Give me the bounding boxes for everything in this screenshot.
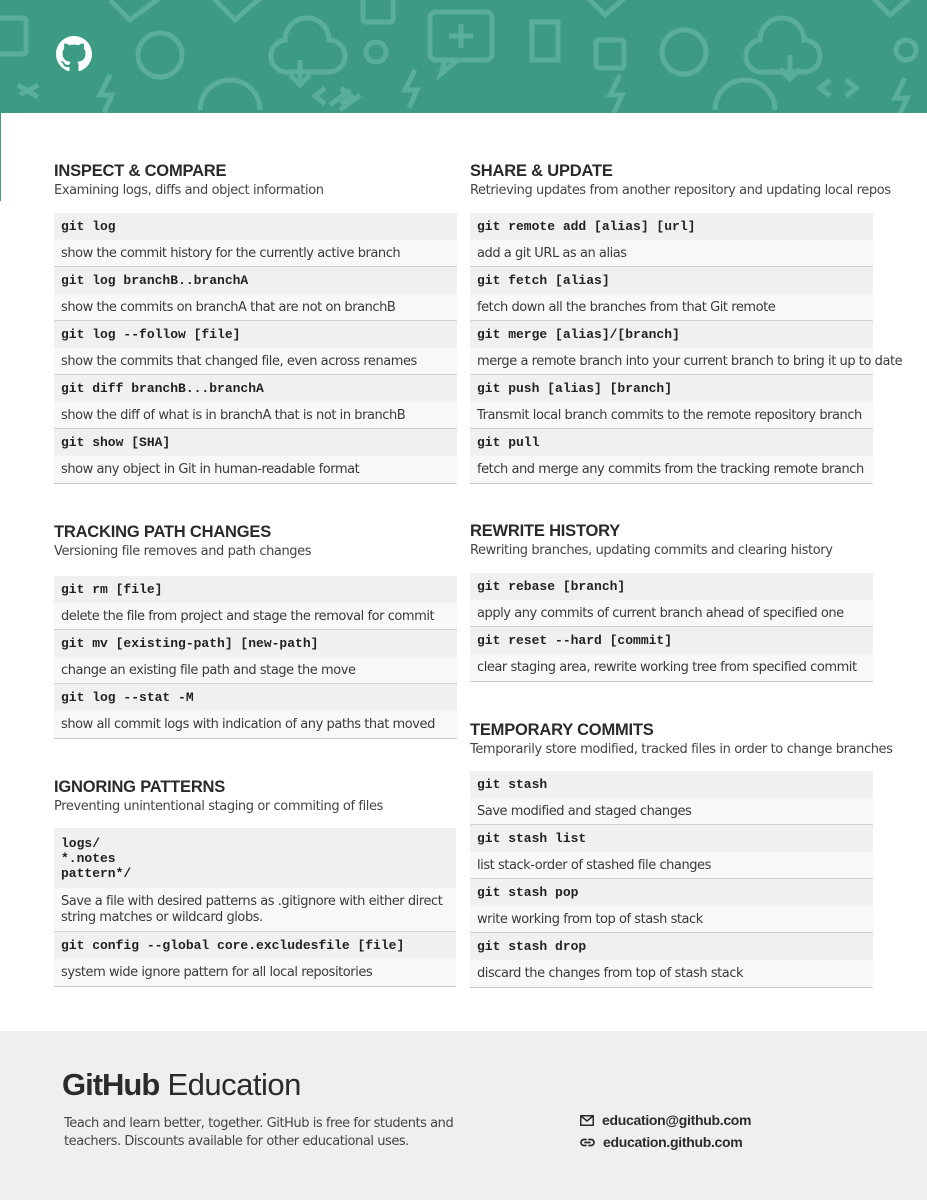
section-share-update (470, 161, 903, 477)
command: git show [SHA] (54, 429, 457, 456)
command-description: system wide ignore pattern for all local repositories (54, 959, 456, 986)
command: git log --stat -M (54, 684, 457, 711)
envelope-icon (580, 1115, 594, 1126)
command-description: list stack-order of stashed file changes (470, 852, 873, 879)
section-subtitle: Examining logs, diffs and object information (54, 183, 324, 198)
command: git log (54, 213, 457, 240)
github-logo-icon (56, 36, 92, 72)
command: git diff branchB...branchA (54, 375, 457, 402)
command-description: fetch down all the branches from that Git remote (470, 294, 873, 321)
header-banner (0, 0, 927, 113)
command-description: show the diff of what is in branchA that is not in branchB (54, 402, 457, 429)
command: git stash pop (470, 879, 873, 906)
section-title: REWRITE HISTORY (470, 522, 621, 540)
command-description: show the commits that changed file, even across renames (54, 348, 457, 375)
command-description: add a git URL as an alias (470, 240, 873, 267)
command-table (470, 573, 873, 682)
tagline: Teach and learn better, together. GitHub is free for students and teachers. Discounts available for other educational uses. (64, 1116, 454, 1149)
command-description: show the commit history for the currently active branch (54, 240, 457, 267)
section-subtitle: Temporarily store modified, tracked files in order to change branches (470, 742, 893, 757)
command: git remote add [alias] [url] (470, 213, 873, 240)
command-table (54, 828, 456, 987)
section-title: TEMPORARY COMMITS (470, 721, 654, 739)
section-rewrite-history (470, 521, 873, 675)
command-description: clear staging area, rewrite working tree from specified commit (470, 654, 873, 681)
contact-email[interactable] (580, 1112, 751, 1128)
section-title: SHARE & UPDATE (470, 162, 613, 180)
section-title: IGNORING PATTERNS (54, 778, 226, 796)
command-description: show any object in Git in human-readable format (54, 456, 457, 483)
command: git fetch [alias] (470, 267, 873, 294)
command: git reset --hard [commit] (470, 627, 873, 654)
command: git rm [file] (54, 576, 457, 603)
footer (0, 1031, 927, 1200)
edge-accent (0, 113, 1, 201)
brand-light: Education (167, 1067, 301, 1102)
section-subtitle: Retrieving updates from another repository and updating local repos (470, 183, 891, 198)
ignore-pattern: pattern*/ (61, 865, 132, 881)
section-temporary-commits (470, 720, 893, 981)
command-description: show the commits on branchA that are not on branchB (54, 294, 457, 321)
section-subtitle: Preventing unintentional staging or commiting of files (54, 799, 383, 814)
command-description: fetch and merge any commits from the tracking remote branch (470, 456, 873, 483)
command: git pull (470, 429, 873, 456)
command-description: Save modified and staged changes (470, 798, 873, 825)
command-description: show all commit logs with indication of any paths that moved (54, 711, 457, 738)
command: git config --global core.excludesfile [file] (54, 932, 456, 959)
section-title: INSPECT & COMPARE (54, 162, 227, 180)
command: git merge [alias]/[branch] (470, 321, 873, 348)
command: git stash list (470, 825, 873, 852)
command-description: apply any commits of current branch ahead of specified one (470, 600, 873, 627)
command-description: Transmit local branch commits to the remote repository branch (470, 402, 873, 429)
section-subtitle: Rewriting branches, updating commits and clearing history (470, 543, 833, 558)
ignore-pattern: *.notes (61, 850, 116, 866)
section-title: TRACKING PATH CHANGES (54, 523, 272, 541)
website-link[interactable]: education.github.com (603, 1134, 743, 1150)
github-education-logo (62, 1067, 301, 1103)
command-description: discard the changes from top of stash stack (470, 960, 873, 987)
command-description: change an existing file path and stage the move (54, 657, 457, 684)
brand-bold: GitHub (62, 1067, 160, 1102)
email-link[interactable]: education@github.com (602, 1112, 752, 1128)
command-description: write working from top of stash stack (470, 906, 873, 933)
command-description: delete the file from project and stage the removal for commit (54, 603, 457, 630)
command-description: merge a remote branch into your current branch to bring it up to date (470, 348, 873, 375)
banner-pattern (0, 0, 927, 113)
command: git stash (470, 771, 873, 798)
command-table (470, 213, 903, 484)
section-subtitle: Versioning file removes and path changes (54, 544, 312, 559)
section-inspect-compare (54, 161, 457, 477)
link-icon (580, 1137, 595, 1148)
command-table (54, 213, 457, 484)
ignore-pattern: logs/ (61, 835, 101, 851)
command-table (470, 771, 873, 988)
section-ignoring-patterns (54, 777, 457, 980)
section-tracking-path-changes (54, 522, 457, 732)
contact-website[interactable] (580, 1134, 742, 1150)
command: git log branchB..branchA (54, 267, 457, 294)
command: git mv [existing-path] [new-path] (54, 630, 457, 657)
ignore-patterns-block (54, 828, 456, 888)
command-description: Save a file with desired patterns as .gitignore with either direct string matches or wildcard globs. (54, 888, 456, 932)
command-table (54, 576, 457, 739)
command: git push [alias] [branch] (470, 375, 873, 402)
command: git stash drop (470, 933, 873, 960)
command: git log --follow [file] (54, 321, 457, 348)
command: git rebase [branch] (470, 573, 873, 600)
